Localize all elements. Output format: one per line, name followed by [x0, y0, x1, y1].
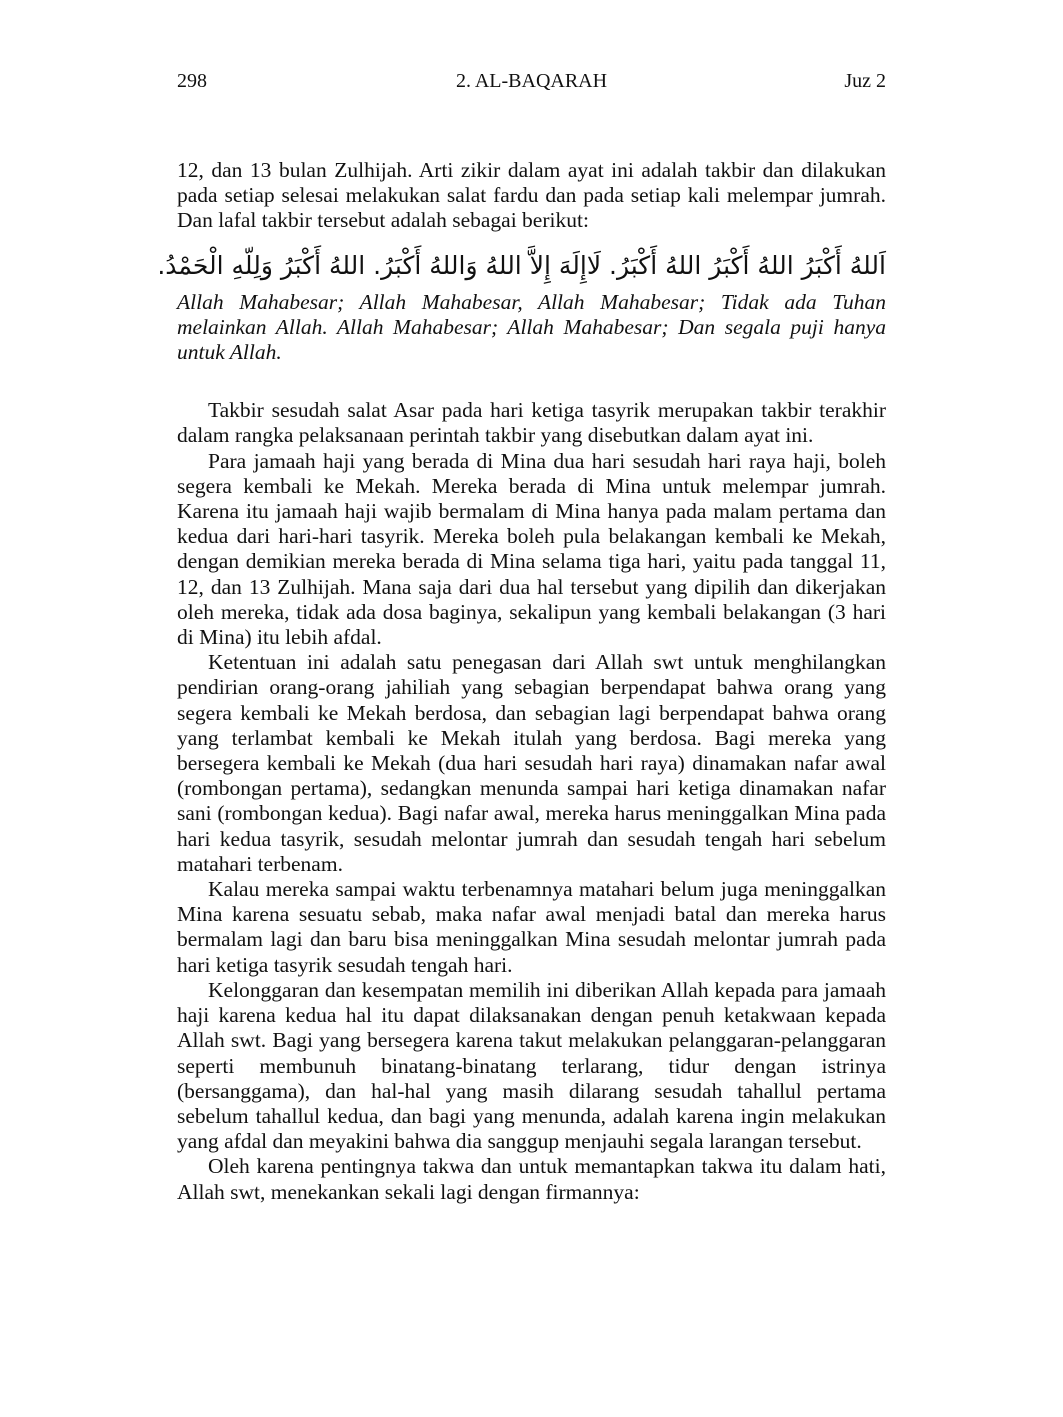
intro-paragraph: 12, dan 13 bulan Zulhijah. Arti zikir dalam ayat ini adalah takbir dan dilakukan pada setiap selesai melakukan salat fardu dan pada setiap kali melempar jumrah. Dan lafal takbir tersebut adalah sebagai berikut:: [177, 158, 886, 233]
paragraph-6: Oleh karena pentingnya takwa dan untuk memantapkan takwa itu dalam hati, Allah swt, menekankan sekali lagi dengan firmannya:: [177, 1154, 886, 1204]
juz-label: Juz 2: [844, 70, 886, 92]
page-header: [177, 70, 886, 100]
page-body: [157, 158, 886, 1205]
chapter-title: 2. AL-BAQARAH: [455, 70, 608, 92]
section-gap: [177, 365, 886, 398]
page-number: 298: [177, 70, 207, 92]
paragraph-3: Ketentuan ini adalah satu penegasan dari Allah swt untuk menghilangkan pendirian orang-orang jahiliah yang sebagian berpendapat bahwa orang yang segera kembali ke Mekah berdosa, dan sebagian lagi berpendapat bahwa orang yang terlambat kembali ke Mekah itulah yang berdosa. Bagi mereka yang bersegera kembali ke Mekah (dua hari sesudah hari raya) dinamakan nafar awal (rombongan pertama), sedangkan menunda sampai hari ketiga dinamakan nafar sani (rombongan kedua). Bagi nafar awal, mereka harus meninggalkan Mina pada hari kedua tasyrik, sesudah melontar jumrah dan sesudah tengah hari sebelum matahari terbenam.: [177, 650, 886, 876]
paragraph-2: Para jamaah haji yang berada di Mina dua hari sesudah hari raya haji, boleh segera kembali ke Mekah. Mereka berada di Mina untuk melempar jumrah. Karena itu jamaah haji wajib bermalam di Mina hanya pada malam pertama dan kedua dari hari-hari tasyrik. Mereka boleh pula belakangan kembali ke Mekah, dengan demikian mereka berada di Mina selama tiga hari, yaitu pada tanggal 11, 12, dan 13 Zulhijah. Mana saja dari dua hal tersebut yang dipilih dan dikerjakan oleh mereka, tidak ada dosa baginya, sekalipun yang kembali belakangan (3 hari di Mina) itu lebih afdal.: [177, 448, 886, 650]
paragraph-5: Kelonggaran dan kesempatan memilih ini diberikan Allah kepada para jamaah haji karena kedua hal itu dapat dilaksanakan dengan penuh ketakwaan kepada Allah swt. Bagi yang bersegera karena takut melakukan pelanggaran-pelanggaran seperti membunuh binatang-binatang terlarang, tidur dengan istrinya (bersanggama), dan hal-hal yang masih dilarang sesudah tahallul pertama sebelum tahallul kedua, dan bagi yang menunda, adalah karena ingin melakukan yang afdal dan meyakini bahwa dia sanggup menjauhi segala larangan tersebut.: [177, 977, 886, 1154]
paragraph-1: Takbir sesudah salat Asar pada hari ketiga tasyrik merupakan takbir terakhir dalam rangka pelaksanaan perintah takbir yang disebutkan dalam ayat ini.: [177, 398, 886, 448]
arabic-takbir: اَللهُ أَكْبَرُ اللهُ أَكْبَرُ اللهُ أَكْبَرُ. لَاإِلَهَ إِلاَّ اللهُ وَاللهُ أَكْبَرُ. اللهُ أَكْبَرُ وَلِلّهِ الْحَمْدُ.: [157, 250, 886, 280]
paragraph-4: Kalau mereka sampai waktu terbenamnya matahari belum juga meninggalkan Mina karena sesuatu sebab, maka nafar awal menjadi batal dan mereka harus bermalam lagi dan baru bisa meninggalkan Mina sesudah melontar jumrah pada hari ketiga tasyrik sesudah tengah hari.: [177, 877, 886, 977]
takbir-translation: Allah Mahabesar; Allah Mahabesar, Allah Mahabesar; Tidak ada Tuhan melainkan Allah. Allah Mahabesar; Allah Mahabesar; Dan segala puji hanya untuk Allah.: [177, 289, 886, 365]
